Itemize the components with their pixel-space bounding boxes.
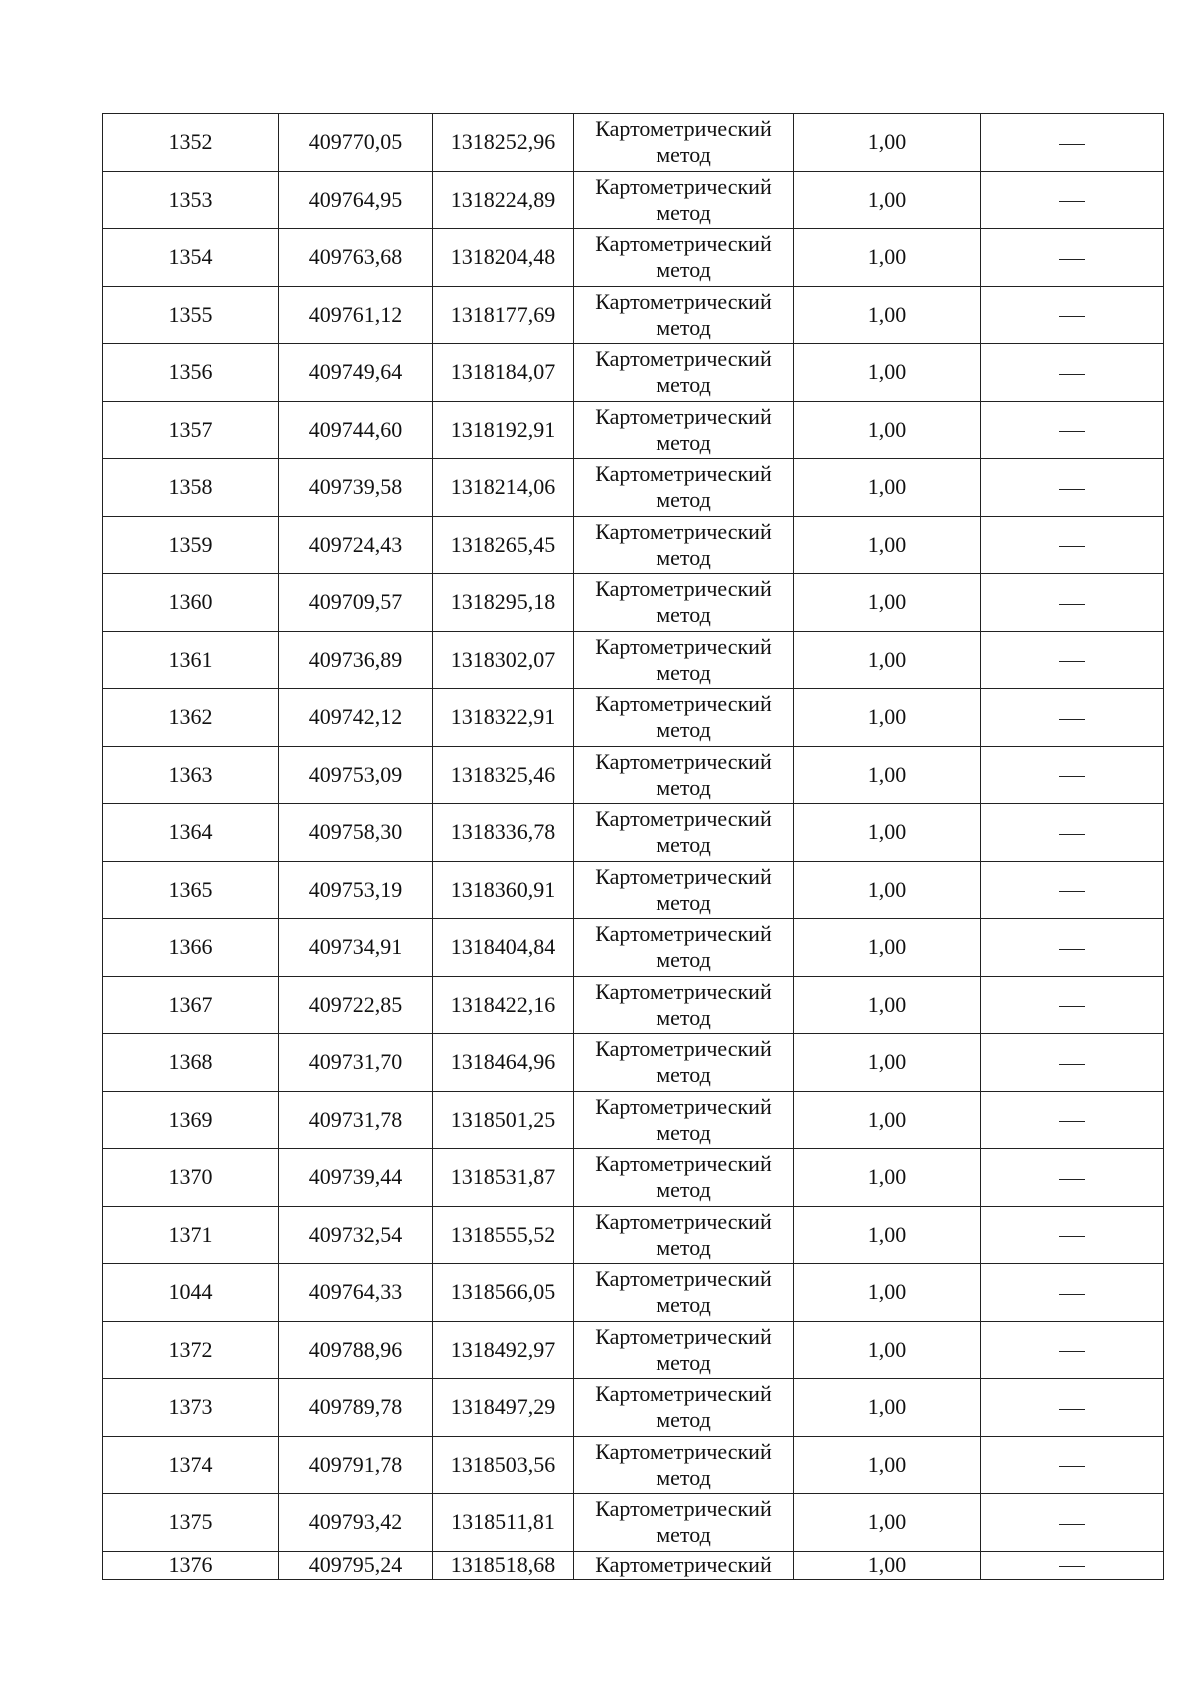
- accuracy-cell: 1,00: [794, 459, 981, 517]
- note-cell: [981, 114, 1164, 172]
- method-line1: Картометрический: [595, 288, 772, 314]
- note-cell: [981, 1149, 1164, 1207]
- method-line1: Картометрический: [595, 748, 772, 774]
- table-row: [103, 1149, 1164, 1207]
- method-line1: Картометрический: [595, 978, 772, 1004]
- table-row: [103, 1091, 1164, 1149]
- table-row: [103, 459, 1164, 517]
- x-coordinate-cell: 409709,57: [279, 574, 433, 632]
- accuracy-cell: 1,00: [794, 1436, 981, 1494]
- accuracy-cell: 1,00: [794, 746, 981, 804]
- accuracy-cell: 1,00: [794, 1206, 981, 1264]
- method-cell: [574, 1206, 794, 1264]
- method-cell: [574, 976, 794, 1034]
- y-coordinate-cell: 1318360,91: [433, 861, 574, 919]
- method-line2: метод: [656, 717, 711, 743]
- note-cell: [981, 1091, 1164, 1149]
- table-row: [103, 1494, 1164, 1552]
- point-number-cell: 1361: [103, 631, 279, 689]
- y-coordinate-cell: 1318511,81: [433, 1494, 574, 1552]
- method-line1: Картометрический: [595, 231, 772, 257]
- accuracy-cell: 1,00: [794, 804, 981, 862]
- note-cell: [981, 689, 1164, 747]
- x-coordinate-cell: 409753,19: [279, 861, 433, 919]
- y-coordinate-cell: 1318531,87: [433, 1149, 574, 1207]
- method-line2: метод: [656, 487, 711, 513]
- dash-mark: [1059, 546, 1085, 547]
- method-line2: метод: [656, 889, 711, 915]
- x-coordinate-cell: 409764,33: [279, 1264, 433, 1322]
- x-coordinate-cell: 409739,58: [279, 459, 433, 517]
- table-body: [103, 114, 1164, 1580]
- y-coordinate-cell: 1318295,18: [433, 574, 574, 632]
- dash-mark: [1059, 1524, 1085, 1525]
- point-number-cell: 1373: [103, 1379, 279, 1437]
- dash-mark: [1059, 201, 1085, 202]
- method-line2: метод: [656, 832, 711, 858]
- point-number-cell: 1371: [103, 1206, 279, 1264]
- method-cell: [574, 861, 794, 919]
- accuracy-cell: 1,00: [794, 229, 981, 287]
- y-coordinate-cell: 1318464,96: [433, 1034, 574, 1092]
- point-number-cell: 1376: [103, 1551, 279, 1579]
- note-cell: [981, 1379, 1164, 1437]
- table-row: [103, 171, 1164, 229]
- point-number-cell: 1355: [103, 286, 279, 344]
- method-cell: [574, 1264, 794, 1322]
- note-cell: [981, 631, 1164, 689]
- method-line2: метод: [656, 1349, 711, 1375]
- dash-mark: [1059, 604, 1085, 605]
- y-coordinate-cell: 1318252,96: [433, 114, 574, 172]
- method-line1: Картометрический: [595, 518, 772, 544]
- method-cell: [574, 114, 794, 172]
- accuracy-cell: 1,00: [794, 1494, 981, 1552]
- method-line2: метод: [656, 429, 711, 455]
- dash-mark: [1059, 1121, 1085, 1122]
- method-line1: Картометрический: [595, 403, 772, 429]
- method-cell: [574, 631, 794, 689]
- method-cell: [574, 1379, 794, 1437]
- point-number-cell: 1362: [103, 689, 279, 747]
- method-line1: Картометрический: [595, 1381, 772, 1407]
- method-line1: Картометрический: [595, 1323, 772, 1349]
- method-line1: Картометрический: [595, 921, 772, 947]
- accuracy-cell: 1,00: [794, 919, 981, 977]
- table-row: [103, 689, 1164, 747]
- accuracy-cell: 1,00: [794, 171, 981, 229]
- point-number-cell: 1366: [103, 919, 279, 977]
- x-coordinate-cell: 409788,96: [279, 1321, 433, 1379]
- x-coordinate-cell: 409764,95: [279, 171, 433, 229]
- x-coordinate-cell: 409731,70: [279, 1034, 433, 1092]
- method-line2: метод: [656, 1177, 711, 1203]
- method-line1: Картометрический: [595, 1551, 772, 1577]
- table-row: [103, 631, 1164, 689]
- table-row: [103, 516, 1164, 574]
- dash-mark: [1059, 144, 1085, 145]
- dash-mark: [1059, 1064, 1085, 1065]
- dash-mark: [1059, 1566, 1085, 1567]
- method-cell: [574, 1034, 794, 1092]
- accuracy-cell: 1,00: [794, 1034, 981, 1092]
- y-coordinate-cell: 1318184,07: [433, 344, 574, 402]
- accuracy-cell: 1,00: [794, 574, 981, 632]
- method-line2: метод: [656, 372, 711, 398]
- accuracy-cell: 1,00: [794, 344, 981, 402]
- method-line1: Картометрический: [595, 633, 772, 659]
- y-coordinate-cell: 1318177,69: [433, 286, 574, 344]
- note-cell: [981, 1551, 1164, 1579]
- table-row: [103, 976, 1164, 1034]
- y-coordinate-cell: 1318214,06: [433, 459, 574, 517]
- note-cell: [981, 574, 1164, 632]
- x-coordinate-cell: 409749,64: [279, 344, 433, 402]
- method-line1: Картометрический: [595, 1266, 772, 1292]
- dash-mark: [1059, 1236, 1085, 1237]
- y-coordinate-cell: 1318492,97: [433, 1321, 574, 1379]
- x-coordinate-cell: 409744,60: [279, 401, 433, 459]
- method-line2: метод: [656, 1292, 711, 1318]
- table-row: [103, 746, 1164, 804]
- table-row: [103, 1264, 1164, 1322]
- method-cell: [574, 171, 794, 229]
- method-cell: [574, 459, 794, 517]
- accuracy-cell: 1,00: [794, 631, 981, 689]
- dash-mark: [1059, 1351, 1085, 1352]
- point-number-cell: 1365: [103, 861, 279, 919]
- method-line1: Картометрический: [595, 1093, 772, 1119]
- table-row: [103, 114, 1164, 172]
- accuracy-cell: 1,00: [794, 689, 981, 747]
- method-line2: метод: [656, 199, 711, 225]
- method-line2: метод: [656, 1004, 711, 1030]
- y-coordinate-cell: 1318518,68: [433, 1551, 574, 1579]
- accuracy-cell: 1,00: [794, 1551, 981, 1579]
- point-number-cell: 1360: [103, 574, 279, 632]
- point-number-cell: 1353: [103, 171, 279, 229]
- y-coordinate-cell: 1318302,07: [433, 631, 574, 689]
- method-line1: Картометрический: [595, 1036, 772, 1062]
- y-coordinate-cell: 1318503,56: [433, 1436, 574, 1494]
- point-number-cell: 1374: [103, 1436, 279, 1494]
- dash-mark: [1059, 316, 1085, 317]
- dash-mark: [1059, 431, 1085, 432]
- method-line1: Картометрический: [595, 806, 772, 832]
- method-cell: [574, 229, 794, 287]
- x-coordinate-cell: 409770,05: [279, 114, 433, 172]
- method-cell: [574, 804, 794, 862]
- table-row: [103, 804, 1164, 862]
- method-cell: [574, 1149, 794, 1207]
- x-coordinate-cell: 409732,54: [279, 1206, 433, 1264]
- dash-mark: [1059, 1006, 1085, 1007]
- y-coordinate-cell: 1318325,46: [433, 746, 574, 804]
- x-coordinate-cell: 409739,44: [279, 1149, 433, 1207]
- coordinates-table: [102, 113, 1164, 1580]
- dash-mark: [1059, 719, 1085, 720]
- x-coordinate-cell: 409734,91: [279, 919, 433, 977]
- note-cell: [981, 171, 1164, 229]
- note-cell: [981, 1494, 1164, 1552]
- dash-mark: [1059, 1466, 1085, 1467]
- table-row: [103, 1436, 1164, 1494]
- note-cell: [981, 861, 1164, 919]
- x-coordinate-cell: 409753,09: [279, 746, 433, 804]
- method-cell: [574, 1551, 794, 1579]
- accuracy-cell: 1,00: [794, 861, 981, 919]
- table-row: [103, 861, 1164, 919]
- method-line2: метод: [656, 1119, 711, 1145]
- table-row: [103, 286, 1164, 344]
- accuracy-cell: 1,00: [794, 1379, 981, 1437]
- dash-mark: [1059, 661, 1085, 662]
- table-row: [103, 229, 1164, 287]
- method-line2: метод: [656, 659, 711, 685]
- y-coordinate-cell: 1318265,45: [433, 516, 574, 574]
- dash-mark: [1059, 489, 1085, 490]
- method-cell: [574, 689, 794, 747]
- note-cell: [981, 1206, 1164, 1264]
- point-number-cell: 1354: [103, 229, 279, 287]
- y-coordinate-cell: 1318336,78: [433, 804, 574, 862]
- point-number-cell: 1044: [103, 1264, 279, 1322]
- dash-mark: [1059, 891, 1085, 892]
- y-coordinate-cell: 1318497,29: [433, 1379, 574, 1437]
- method-cell: [574, 919, 794, 977]
- point-number-cell: 1367: [103, 976, 279, 1034]
- point-number-cell: 1363: [103, 746, 279, 804]
- method-line1: Картометрический: [595, 173, 772, 199]
- point-number-cell: 1364: [103, 804, 279, 862]
- dash-mark: [1059, 949, 1085, 950]
- method-line1: Картометрический: [595, 1208, 772, 1234]
- method-line1: Картометрический: [595, 116, 772, 142]
- method-line2: метод: [656, 602, 711, 628]
- accuracy-cell: 1,00: [794, 114, 981, 172]
- accuracy-cell: 1,00: [794, 1091, 981, 1149]
- y-coordinate-cell: 1318404,84: [433, 919, 574, 977]
- method-cell: [574, 1436, 794, 1494]
- method-line1: Картометрический: [595, 461, 772, 487]
- method-line1: Картометрический: [595, 1438, 772, 1464]
- x-coordinate-cell: 409736,89: [279, 631, 433, 689]
- method-cell: [574, 1091, 794, 1149]
- method-cell: [574, 286, 794, 344]
- accuracy-cell: 1,00: [794, 976, 981, 1034]
- method-line2: метод: [656, 257, 711, 283]
- y-coordinate-cell: 1318204,48: [433, 229, 574, 287]
- dash-mark: [1059, 1179, 1085, 1180]
- y-coordinate-cell: 1318192,91: [433, 401, 574, 459]
- method-cell: [574, 746, 794, 804]
- x-coordinate-cell: 409761,12: [279, 286, 433, 344]
- note-cell: [981, 919, 1164, 977]
- method-line1: Картометрический: [595, 576, 772, 602]
- note-cell: [981, 516, 1164, 574]
- method-line2: метод: [656, 142, 711, 168]
- method-cell: [574, 1321, 794, 1379]
- y-coordinate-cell: 1318501,25: [433, 1091, 574, 1149]
- x-coordinate-cell: 409731,78: [279, 1091, 433, 1149]
- accuracy-cell: 1,00: [794, 401, 981, 459]
- accuracy-cell: 1,00: [794, 516, 981, 574]
- x-coordinate-cell: 409789,78: [279, 1379, 433, 1437]
- method-cell: [574, 344, 794, 402]
- point-number-cell: 1368: [103, 1034, 279, 1092]
- point-number-cell: 1359: [103, 516, 279, 574]
- note-cell: [981, 1264, 1164, 1322]
- dash-mark: [1059, 374, 1085, 375]
- note-cell: [981, 1034, 1164, 1092]
- method-cell: [574, 574, 794, 632]
- accuracy-cell: 1,00: [794, 1149, 981, 1207]
- note-cell: [981, 1436, 1164, 1494]
- y-coordinate-cell: 1318224,89: [433, 171, 574, 229]
- accuracy-cell: 1,00: [794, 286, 981, 344]
- dash-mark: [1059, 776, 1085, 777]
- table-row: [103, 919, 1164, 977]
- table-row: [103, 1321, 1164, 1379]
- table-row: [103, 1034, 1164, 1092]
- method-cell: [574, 516, 794, 574]
- note-cell: [981, 344, 1164, 402]
- point-number-cell: 1369: [103, 1091, 279, 1149]
- table-row: [103, 1551, 1164, 1579]
- y-coordinate-cell: 1318322,91: [433, 689, 574, 747]
- x-coordinate-cell: 409763,68: [279, 229, 433, 287]
- note-cell: [981, 746, 1164, 804]
- method-line2: метод: [656, 947, 711, 973]
- note-cell: [981, 229, 1164, 287]
- table-row: [103, 401, 1164, 459]
- point-number-cell: 1370: [103, 1149, 279, 1207]
- table-row: [103, 1206, 1164, 1264]
- method-cell: [574, 401, 794, 459]
- x-coordinate-cell: 409722,85: [279, 976, 433, 1034]
- note-cell: [981, 804, 1164, 862]
- method-line2: метод: [656, 1464, 711, 1490]
- x-coordinate-cell: 409742,12: [279, 689, 433, 747]
- note-cell: [981, 976, 1164, 1034]
- note-cell: [981, 401, 1164, 459]
- point-number-cell: 1357: [103, 401, 279, 459]
- dash-mark: [1059, 834, 1085, 835]
- x-coordinate-cell: 409795,24: [279, 1551, 433, 1579]
- x-coordinate-cell: 409724,43: [279, 516, 433, 574]
- y-coordinate-cell: 1318422,16: [433, 976, 574, 1034]
- point-number-cell: 1356: [103, 344, 279, 402]
- point-number-cell: 1358: [103, 459, 279, 517]
- dash-mark: [1059, 1409, 1085, 1410]
- x-coordinate-cell: 409758,30: [279, 804, 433, 862]
- method-line2: метод: [656, 1062, 711, 1088]
- y-coordinate-cell: 1318566,05: [433, 1264, 574, 1322]
- method-line2: метод: [656, 314, 711, 340]
- point-number-cell: 1352: [103, 114, 279, 172]
- table-row: [103, 1379, 1164, 1437]
- method-line2: метод: [656, 1234, 711, 1260]
- method-line1: Картометрический: [595, 691, 772, 717]
- point-number-cell: 1372: [103, 1321, 279, 1379]
- accuracy-cell: 1,00: [794, 1321, 981, 1379]
- method-line1: Картометрический: [595, 1151, 772, 1177]
- method-cell: [574, 1494, 794, 1552]
- method-line1: Картометрический: [595, 1496, 772, 1522]
- note-cell: [981, 286, 1164, 344]
- table-row: [103, 574, 1164, 632]
- method-line1: Картометрический: [595, 863, 772, 889]
- dash-mark: [1059, 1294, 1085, 1295]
- note-cell: [981, 1321, 1164, 1379]
- note-cell: [981, 459, 1164, 517]
- y-coordinate-cell: 1318555,52: [433, 1206, 574, 1264]
- accuracy-cell: 1,00: [794, 1264, 981, 1322]
- x-coordinate-cell: 409793,42: [279, 1494, 433, 1552]
- method-line2: метод: [656, 774, 711, 800]
- method-line2: метод: [656, 1407, 711, 1433]
- method-line2: метод: [656, 544, 711, 570]
- table-row: [103, 344, 1164, 402]
- method-line1: Картометрический: [595, 346, 772, 372]
- point-number-cell: 1375: [103, 1494, 279, 1552]
- dash-mark: [1059, 259, 1085, 260]
- x-coordinate-cell: 409791,78: [279, 1436, 433, 1494]
- method-line2: метод: [656, 1522, 711, 1548]
